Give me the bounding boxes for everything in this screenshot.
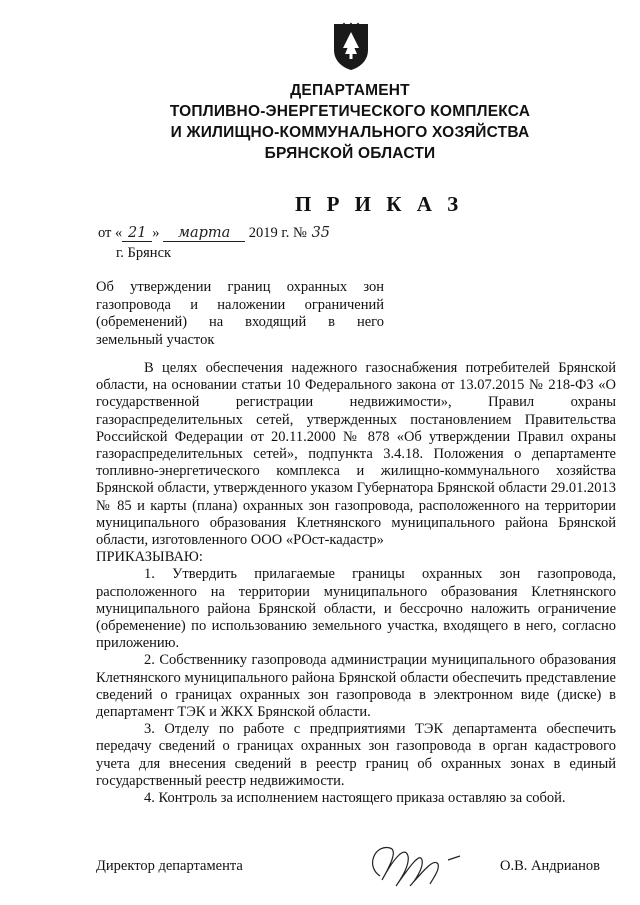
dept-line: ТОПЛИВНО-ЭНЕРГЕТИЧЕСКОГО КОМПЛЕКСА — [169, 103, 531, 120]
order-item: 2. Собственнику газопровода администрации муниципального образования Клетнянского муниципального района Брянской области обеспечить представление сведений о границах охранных зон газопровода в электронном виде (диске) в департамент ТЭК и ЖКХ Брянской области. — [96, 652, 616, 721]
dept-line: ДЕПАРТАМЕНТ — [290, 82, 410, 99]
order-year: 2019 г. — [248, 225, 290, 241]
subject-line: газопровода и наложении ограничений — [96, 296, 384, 313]
coat-of-arms-icon — [330, 20, 372, 72]
order-subject — [96, 279, 384, 349]
order-item: 1. Утвердить прилагаемые границы охранных зон газопровода, расположенного на территории муниципального образования Клетнянского муниципального района Брянской области, и бессрочно наложить ограничение (обременение) по использованию земельного участка, входящего в него, согласно приложению. — [96, 566, 616, 652]
order-item: 4. Контроль за исполнением настоящего приказа оставляю за собой. — [144, 790, 566, 807]
order-city: г. Брянск — [116, 245, 172, 261]
subject-line: (обременений) на входящий в него — [96, 314, 384, 330]
dept-line: БРЯНСКОЙ ОБЛАСТИ — [264, 145, 436, 162]
directive-word: ПРИКАЗЫВАЮ: — [96, 549, 203, 566]
order-month: марта — [163, 225, 245, 242]
number-prefix: № — [292, 225, 307, 241]
subject-line: земельный участок — [96, 331, 215, 348]
date-prefix: от « — [98, 225, 123, 241]
signer-position: Директор департамента — [96, 858, 243, 874]
dept-line: И ЖИЛИЩНО-КОММУНАЛЬНОГО ХОЗЯЙСТВА — [170, 124, 530, 141]
document-title: П Р И К А З — [295, 192, 464, 216]
preamble-paragraph: В целях обеспечения надежного газоснабжения потребителей Брянской области, на основании статьи 10 Федерального закона от 13.07.2015 № 218-ФЗ «О государственной регистрации недвижимости», Правил охраны газораспределительных сетей, утвержденных постановлением Правительства Российской Федерации от 20.11.2000 № 878 «Об утверждении Правил охраны газораспределительных сетей», подпункта 3.4.18. Положения о департаменте топливно-энергетического комплекса и жилищно-коммунального хозяйства Брянской области, утвержденного указом Губернатора Брянской области 29.01.2013 № 85 и карты (плана) охранных зон газопровода, расположенного на территории муниципального образования Клетнянского муниципального района Брянской области, изготовленного ООО «РОст-кадастр» — [96, 360, 616, 549]
handwritten-signature — [360, 836, 470, 892]
department-name — [120, 80, 580, 164]
order-body — [96, 360, 616, 807]
order-date-line — [98, 225, 335, 242]
signer-name: О.В. Андрианов — [500, 858, 600, 874]
subject-line: Об утверждении границ охранных зон — [96, 279, 384, 295]
date-mid: » — [152, 225, 160, 241]
order-day: 21 — [122, 225, 152, 242]
order-number: 35 — [311, 225, 331, 241]
order-item: 3. Отделу по работе с предприятиями ТЭК департамента обеспечить передачу сведений о границах охранных зон газопровода в орган кадастрового учета для внесения сведений в реестр границ об охранных зонах в единый государственный реестр недвижимости. — [96, 721, 616, 789]
